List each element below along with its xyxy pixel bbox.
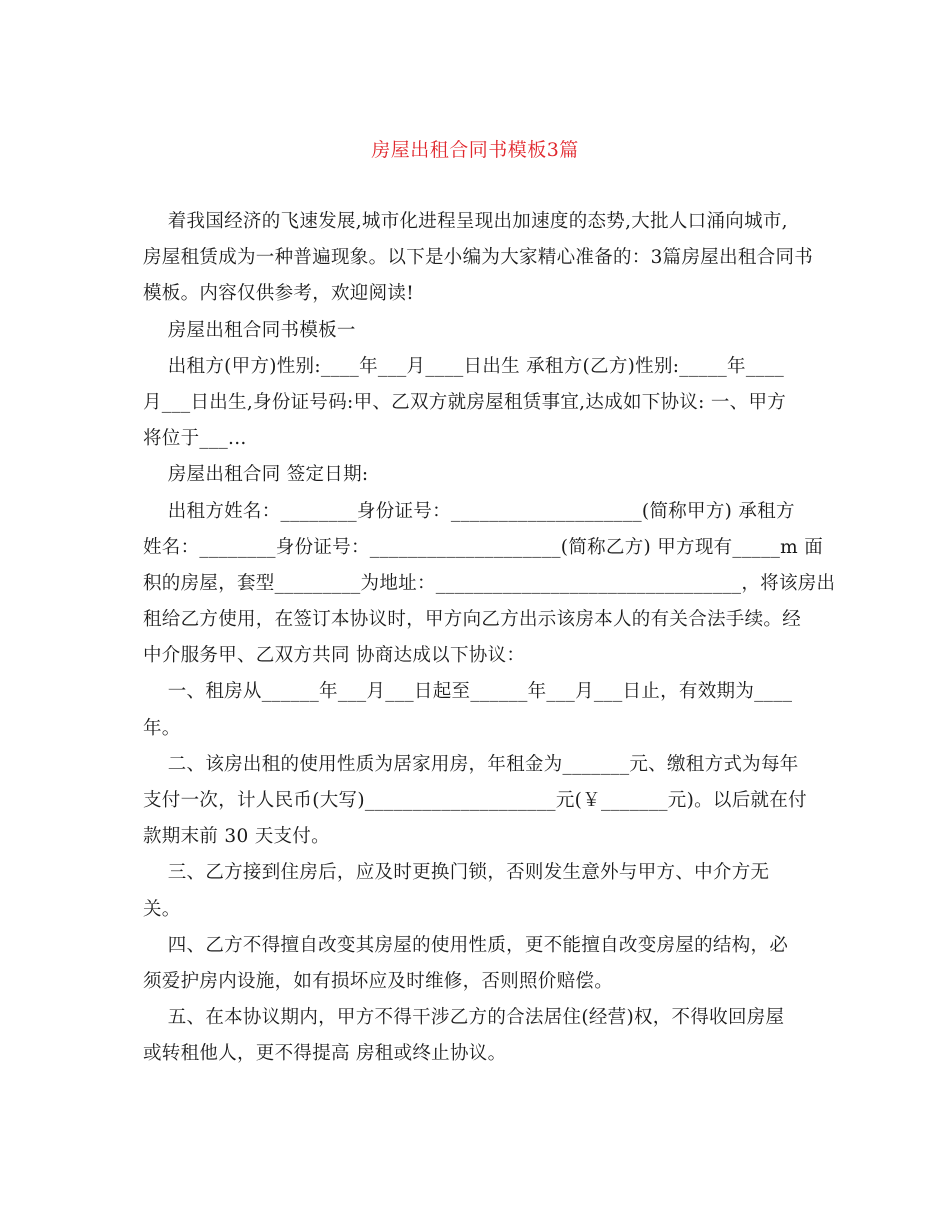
text-line: 房屋租赁成为一种普遍现象。以下是小编为大家精心准备的：3篇房屋出租合同书: [143, 247, 814, 269]
text-line: 四、乙方不得擅自改变其房屋的使用性质，更不能擅自改变房屋的结构，必: [143, 934, 789, 956]
text-line: 租给乙方使用，在签订本协议时，甲方向乙方出示该房本人的有关合法手续。经: [143, 609, 802, 631]
section-heading: 房屋出租合同书模板一: [143, 319, 356, 341]
text-line: 三、乙方接到住房后，应及时更换门锁，否则发生意外与甲方、中介方无: [143, 862, 770, 884]
text-line: 年。: [143, 717, 181, 739]
text-line: 二、该房出租的使用性质为居家用房，年租金为_______元、缴租方式为每年: [143, 753, 799, 775]
text-line: 五、在本协议期内，甲方不得干涉乙方的合法居住(经营)权，不得收回房屋: [143, 1007, 785, 1029]
text-line: 模板。内容仅供参考，欢迎阅读!: [143, 283, 414, 305]
text-line: 姓名：________身份证号：____________________(简称乙方) 甲方现有_____m 面: [143, 536, 823, 558]
text-line: 出租方姓名：________身份证号：____________________(简称甲方) 承租方: [143, 500, 795, 522]
text-line: 或转租他人，更不得提高 房租或终止协议。: [143, 1043, 507, 1065]
text-line: 款期末前 30 天支付。: [143, 826, 330, 848]
document-title: 房屋出租合同书模板3篇: [371, 139, 579, 161]
text-line: 月___日出生,身份证号码:甲、乙双方就房屋租赁事宜,达成如下协议: 一、甲方: [143, 391, 787, 413]
text-line: 关。: [143, 898, 181, 920]
text-line: 一、租房从______年___月___日起至______年___月___日止，有效期为____: [143, 681, 793, 703]
text-line: 须爱护房内设施，如有损坏应及时维修，否则照价赔偿。: [143, 970, 614, 992]
text-line: 出租方(甲方)性别:____年___月____日出生 承租方(乙方)性别:_____年____: [143, 355, 785, 377]
text-line: 积的房屋，套型_________为地址：________________________________，将该房出: [143, 572, 836, 594]
text-line: 房屋出租合同 签定日期:: [143, 464, 369, 486]
text-line: 将位于___...: [143, 428, 247, 450]
document-body: [143, 204, 836, 1073]
text-line: 中介服务甲、乙双方共同 协商达成以下协议：: [143, 645, 526, 667]
text-line: 着我国经济的飞速发展,城市化进程呈现出加速度的态势,大批人口涌向城市,: [143, 211, 788, 232]
text-line: 支付一次，计人民币(大写)____________________元(￥_______元)。以后就在付: [143, 790, 807, 811]
